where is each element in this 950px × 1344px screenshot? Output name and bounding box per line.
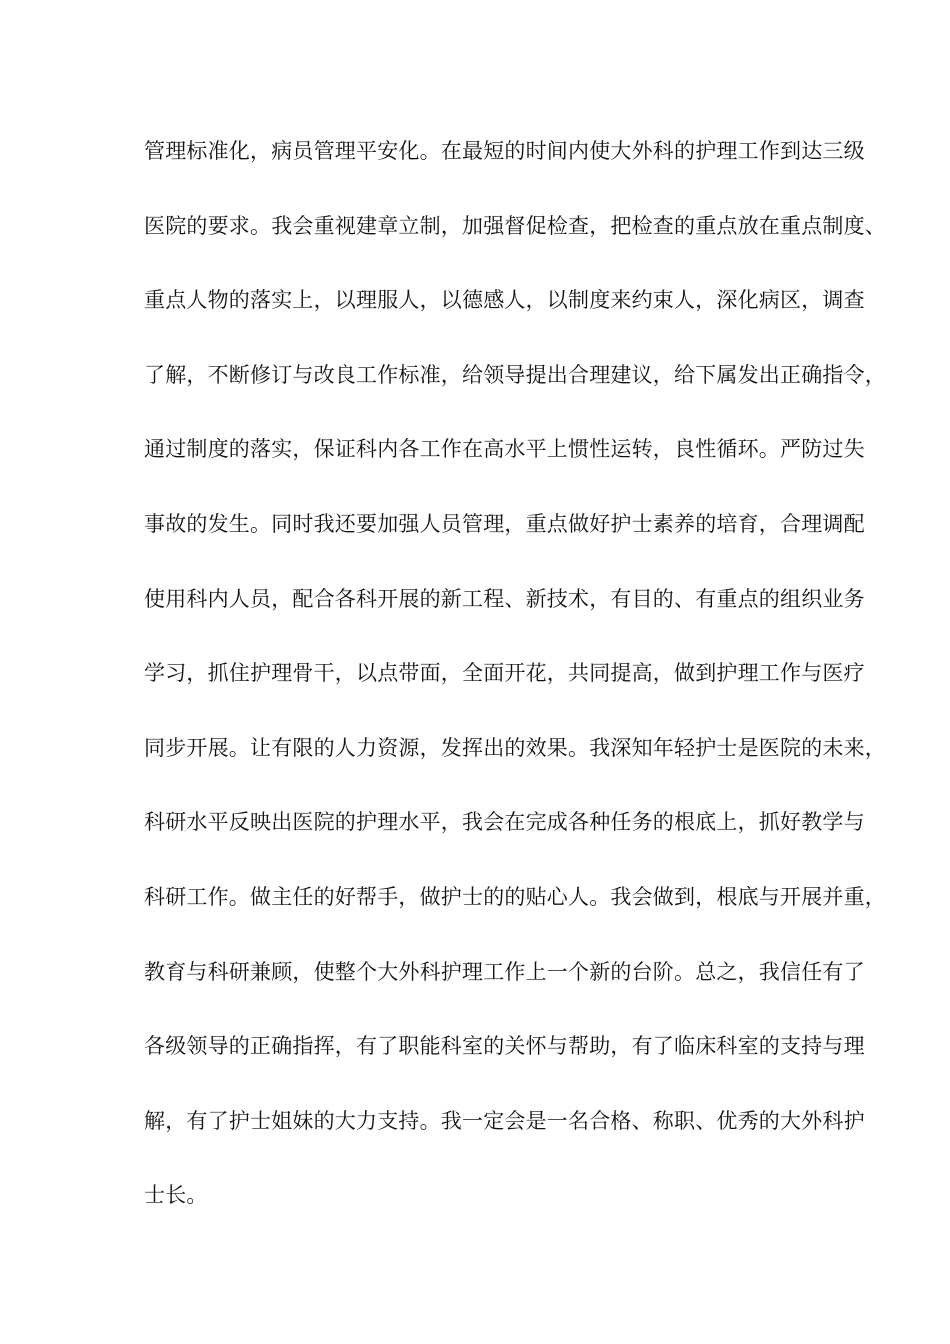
text-line: 教育与科研兼顾，使整个大外科护理工作上一个新的台阶。总之，我信任有了 (144, 959, 865, 984)
text-line: 科研工作。做主任的好帮手，做护士的的贴心人。我会做到，根底与开展并重， (144, 884, 886, 909)
text-line: 重点人物的落实上，以理服人，以德感人，以制度来约束人，深化病区，调查 (144, 288, 865, 313)
text-line: 解，有了护士姐妹的大力支持。我一定会是一名合格、称职、优秀的大外科护 (144, 1108, 865, 1133)
text-line: 同步开展。让有限的人力资源，发挥出的效果。我深知年轻护士是医院的未来， (144, 735, 886, 760)
text-line: 事故的发生。同时我还要加强人员管理，重点做好护士素养的培育，合理调配 (144, 511, 865, 536)
text-line: 医院的要求。我会重视建章立制，加强督促检查，把检查的重点放在重点制度、 (144, 213, 886, 238)
text-line: 通过制度的落实，保证科内各工作在高水平上惯性运转，良性循环。严防过失 (144, 437, 865, 462)
text-line: 使用科内人员，配合各科开展的新工程、新技术，有目的、有重点的组织业务 (144, 586, 865, 611)
text-line: 了解，不断修订与改良工作标准，给领导提出合理建议，给下属发出正确指令， (144, 362, 886, 387)
text-line: 管理标准化，病员管理平安化。在最短的时间内使大外科的护理工作到达三级 (144, 139, 865, 163)
text-line: 学习，抓住护理骨干，以点带面，全面开花，共同提高，做到护理工作与医疗 (144, 661, 865, 686)
text-line: 士长。 (144, 1183, 208, 1208)
text-line: 科研水平反映出医院的护理水平，我会在完成各种任务的根底上，抓好教学与 (144, 810, 865, 835)
text-line: 各级领导的正确指挥，有了职能科室的关怀与帮助，有了临床科室的支持与理 (144, 1034, 865, 1059)
document-body (144, 124, 886, 1243)
